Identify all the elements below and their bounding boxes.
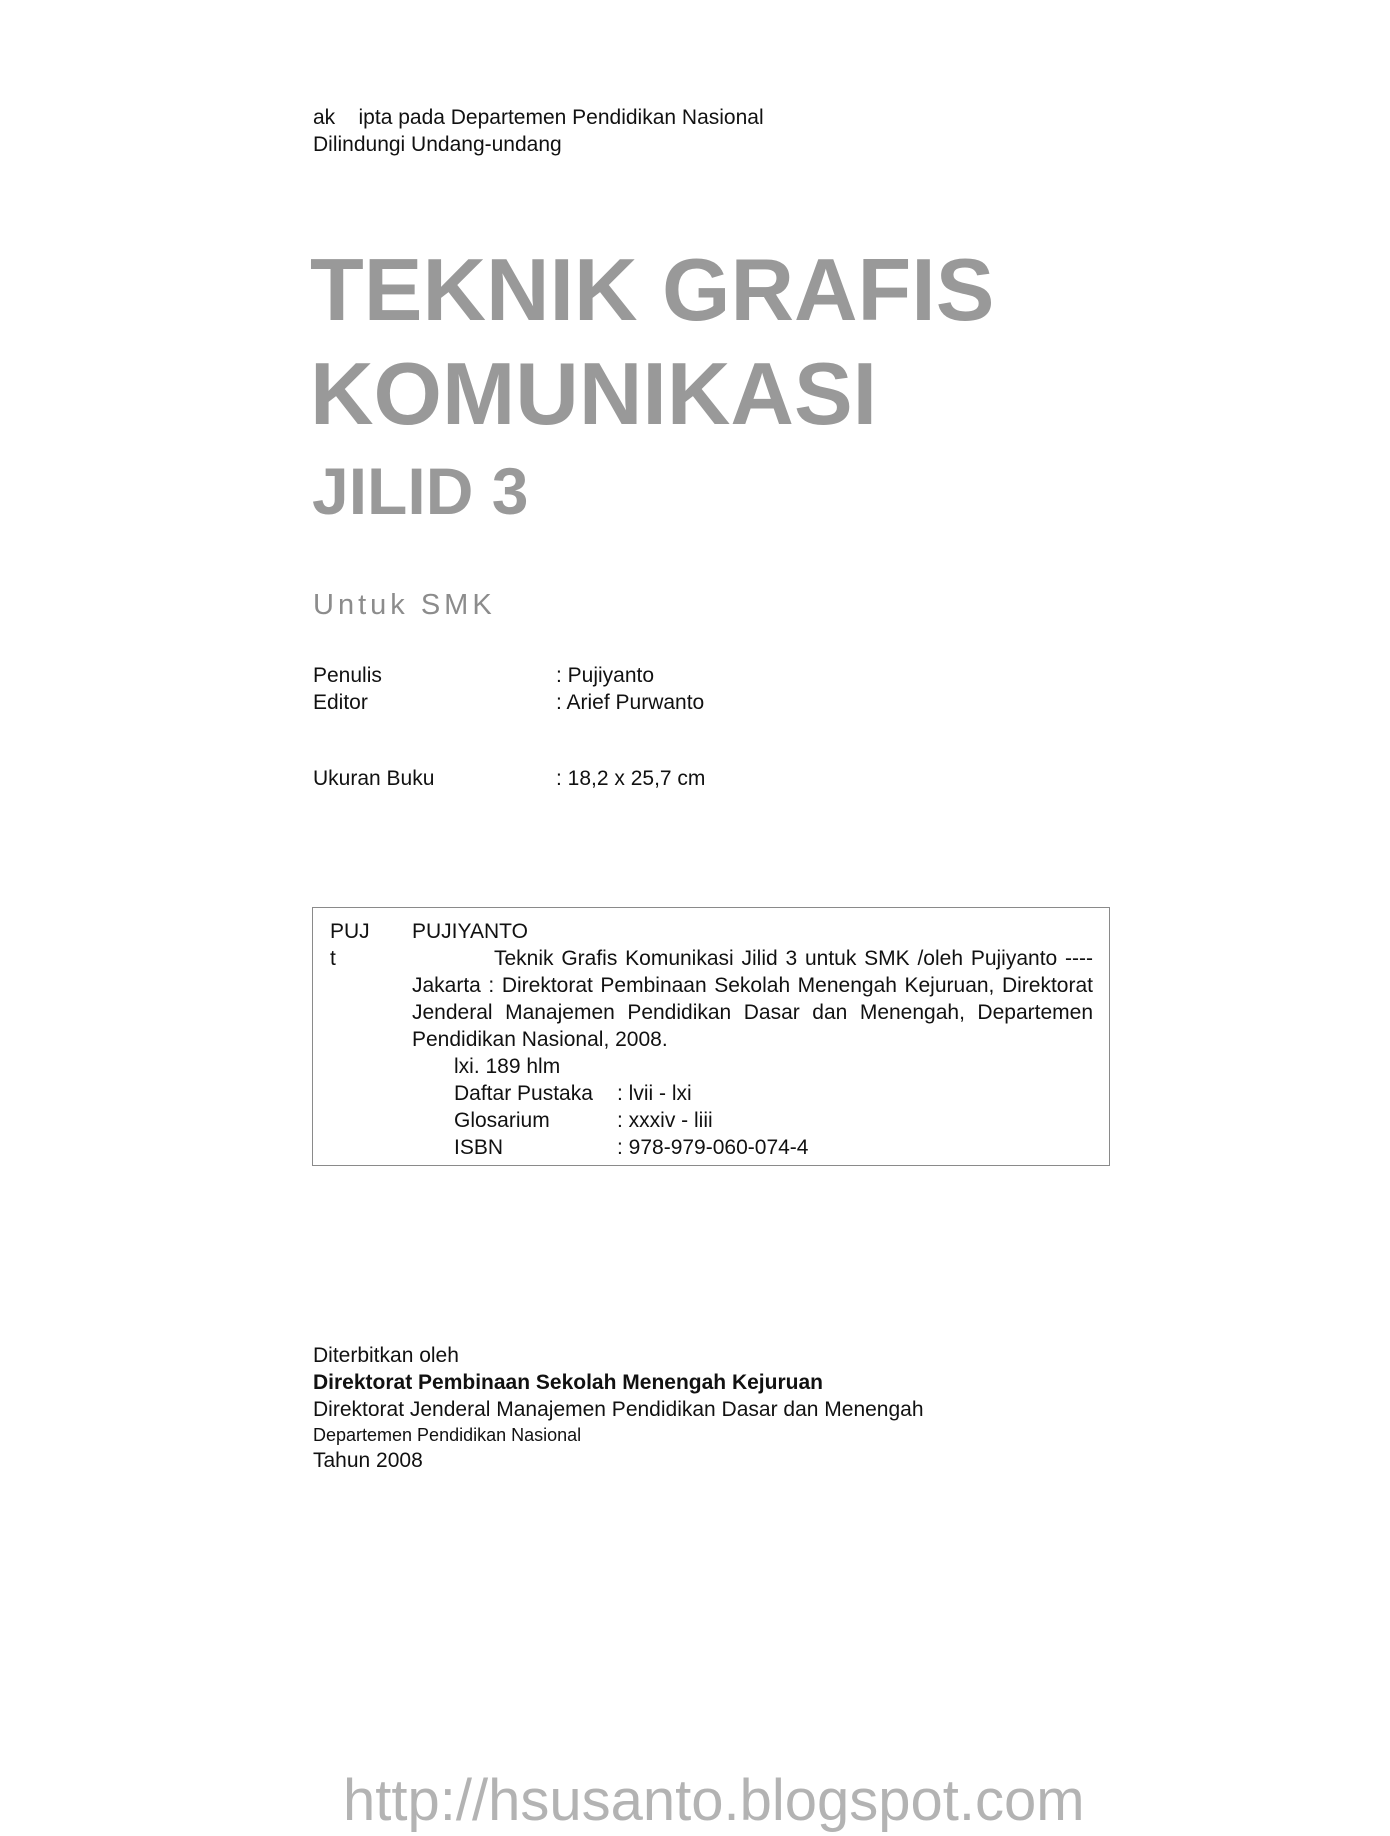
publisher-parent: Direktorat Jenderal Manajemen Pendidikan Dasar dan Menengah bbox=[313, 1398, 924, 1421]
publisher-name: Direktorat Pembinaan Sekolah Menengah Kejuruan bbox=[313, 1371, 823, 1394]
publisher-intro: Diterbitkan oleh bbox=[313, 1344, 459, 1367]
credit-row-author bbox=[313, 662, 654, 689]
book-subtitle: Untuk SMK bbox=[313, 589, 496, 621]
cip-code-line: PUJ bbox=[330, 920, 370, 943]
credit-value: : Arief Purwanto bbox=[556, 691, 705, 714]
protection-line: Dilindungi Undang-undang bbox=[313, 133, 562, 156]
cip-detail-label: Daftar Pustaka bbox=[454, 1082, 593, 1105]
cip-detail-row bbox=[412, 1080, 1093, 1107]
cip-code-line: t bbox=[330, 947, 336, 970]
cip-detail-value: : 978-979-060-074-4 bbox=[617, 1136, 809, 1159]
copyright-notice bbox=[313, 104, 764, 158]
credit-label: Ukuran Buku bbox=[313, 767, 435, 790]
cip-detail-label: ISBN bbox=[454, 1136, 504, 1159]
cip-detail-label: Glosarium bbox=[454, 1109, 550, 1132]
credit-label: Penulis bbox=[313, 664, 382, 687]
cip-detail-row bbox=[412, 1107, 1093, 1134]
cip-detail-value: : lvii - lxi bbox=[617, 1082, 692, 1105]
credit-value: : Pujiyanto bbox=[556, 664, 655, 687]
copyright-line: ak ipta pada Departemen Pendidikan Nasional bbox=[313, 106, 764, 129]
cip-pages: lxi. 189 hlm bbox=[454, 1055, 561, 1078]
book-title bbox=[310, 238, 994, 446]
publication-year: Tahun 2008 bbox=[313, 1449, 423, 1472]
volume-title: JILID 3 bbox=[312, 454, 529, 528]
publisher-block bbox=[313, 1342, 924, 1474]
credit-label: Editor bbox=[313, 691, 368, 714]
cip-entry bbox=[412, 918, 1093, 1161]
cip-description: Teknik Grafis Komunikasi Jilid 3 untuk SMK /oleh Pujiyanto ---- Jakarta : Direktorat Pembinaan Sekolah Menengah Kejuruan, Direktorat Jenderal Manajemen Pendidikan Dasar dan Menengah, Departemen Pendidikan Nasional, 2008. bbox=[412, 947, 1093, 1051]
title-line-2: KOMUNIKASI bbox=[310, 344, 878, 443]
credit-row-size bbox=[313, 765, 705, 792]
watermark-url: http://hsusanto.blogspot.com bbox=[343, 1768, 1085, 1833]
publisher-ministry: Departemen Pendidikan Nasional bbox=[313, 1425, 582, 1445]
credit-value: : 18,2 x 25,7 cm bbox=[556, 767, 706, 790]
title-line-1: TEKNIK GRAFIS bbox=[310, 240, 995, 339]
cip-detail-value: : xxxiv - liii bbox=[617, 1109, 713, 1132]
credit-row-editor bbox=[313, 689, 704, 716]
cip-author: PUJIYANTO bbox=[412, 920, 528, 943]
cip-detail-row bbox=[412, 1134, 1093, 1161]
cip-call-number bbox=[330, 918, 370, 972]
